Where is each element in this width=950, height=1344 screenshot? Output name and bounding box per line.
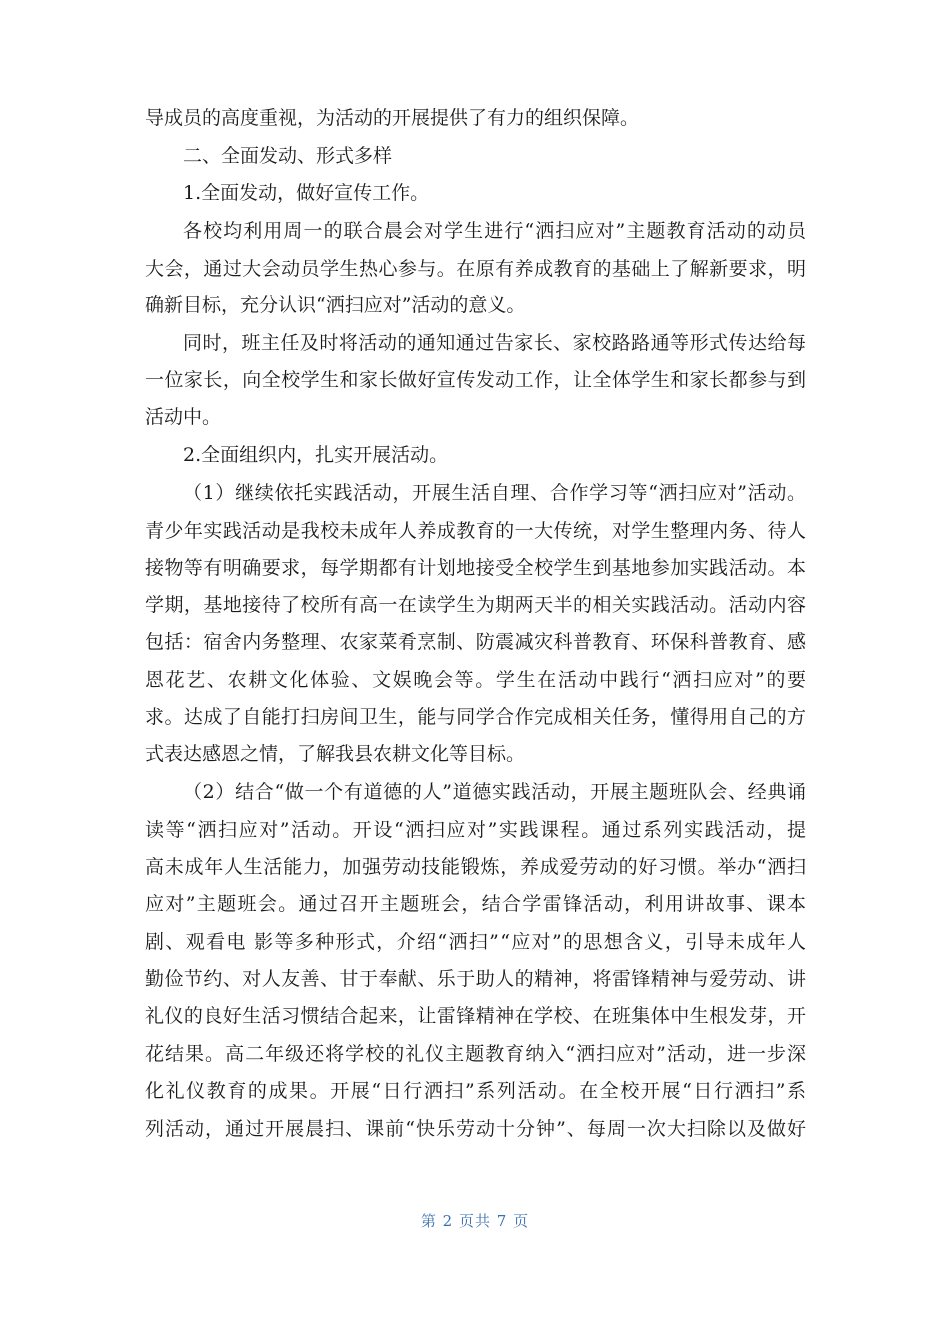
body-text-line: 求。达成了自能打扫房间卫生，能与同学合作完成相关任务，懂得用自己的方: [145, 706, 807, 728]
body-text-line: 二、全面发动、形式多样: [183, 145, 393, 167]
body-text-line: 剧、观看电 影等多种形式，介绍“洒扫”“应对”的思想含义，引导未成年人: [145, 931, 808, 953]
body-text-line: 高未成年人生活能力，加强劳动技能锻炼，养成爱劳动的好习惯。举办“洒扫: [145, 856, 807, 878]
body-text-line: 各校均利用周一的联合晨会对学生进行“洒扫应对”主题教育活动的动员: [183, 220, 808, 242]
body-text-line: 确新目标，充分认识“洒扫应对”活动的意义。: [145, 294, 526, 316]
body-text-line: 化礼仪教育的成果。开展“日行洒扫”系列活动。在全校开展“日行洒扫”系: [145, 1080, 808, 1102]
body-text-line: 读等“洒扫应对”活动。开设“洒扫应对”实践课程。通过系列实践活动，提: [145, 819, 808, 841]
body-text-line: 1.全面发动，做好宣传工作。: [183, 182, 430, 204]
body-text-line: （1）继续依托实践活动，开展生活自理、合作学习等“洒扫应对”活动。: [183, 482, 807, 504]
body-text-line: 大会，通过大会动员学生热心参与。在原有养成教育的基础上了解新要求，明: [145, 258, 807, 280]
body-text-line: 青少年实践活动是我校未成年人养成教育的一大传统，对学生整理内务、待人: [145, 520, 807, 542]
body-text-line: 花结果。高二年级还将学校的礼仪主题教育纳入“洒扫应对”活动，进一步深: [145, 1043, 808, 1065]
body-text-line: （2）结合“做一个有道德的人”道德实践活动，开展主题班队会、经典诵: [183, 781, 807, 803]
body-text-line: 勤俭节约、对人友善、甘于奉献、乐于助人的精神，将雷锋精神与爱劳动、讲: [145, 968, 807, 990]
page-footer: [0, 1211, 950, 1231]
body-text-line: 接物等有明确要求，每学期都有计划地接受全校学生到基地参加实践活动。本: [145, 557, 807, 579]
body-text-line: 应对”主题班会。通过召开主题班会，结合学雷锋活动，利用讲故事、课本: [145, 893, 808, 915]
body-text-line: 一位家长，向全校学生和家长做好宣传发动工作，让全体学生和家长都参与到: [145, 369, 807, 391]
page-number-label: 第 2 页共 7 页: [420, 1212, 530, 1230]
body-text-line: 导成员的高度重视，为活动的开展提供了有力的组织保障。: [145, 107, 640, 129]
body-text-line: 包括：宿舍内务整理、农家菜肴烹制、防震减灾科普教育、环保科普教育、感: [145, 631, 807, 653]
body-text-line: 礼仪的良好生活习惯结合起来，让雷锋精神在学校、在班集体中生根发芽，开: [145, 1005, 807, 1027]
body-text-line: 学期，基地接待了校所有高一在读学生为期两天半的相关实践活动。活动内容: [145, 594, 807, 616]
body-text-line: 同时，班主任及时将活动的通知通过告家长、家校路路通等形式传达给每: [183, 332, 807, 354]
body-text-line: 恩花艺、农耕文化体验、文娱晚会等。学生在活动中践行“洒扫应对”的要: [145, 669, 808, 691]
body-text-line: 活动中。: [145, 406, 222, 428]
body-text-line: 列活动，通过开展晨扫、课前“快乐劳动十分钟”、每周一次大扫除以及做好: [145, 1118, 808, 1140]
body-text-line: 式表达感恩之情，了解我县农耕文化等目标。: [145, 743, 526, 765]
body-text-line: 2.全面组织内，扎实开展活动。: [183, 444, 449, 466]
